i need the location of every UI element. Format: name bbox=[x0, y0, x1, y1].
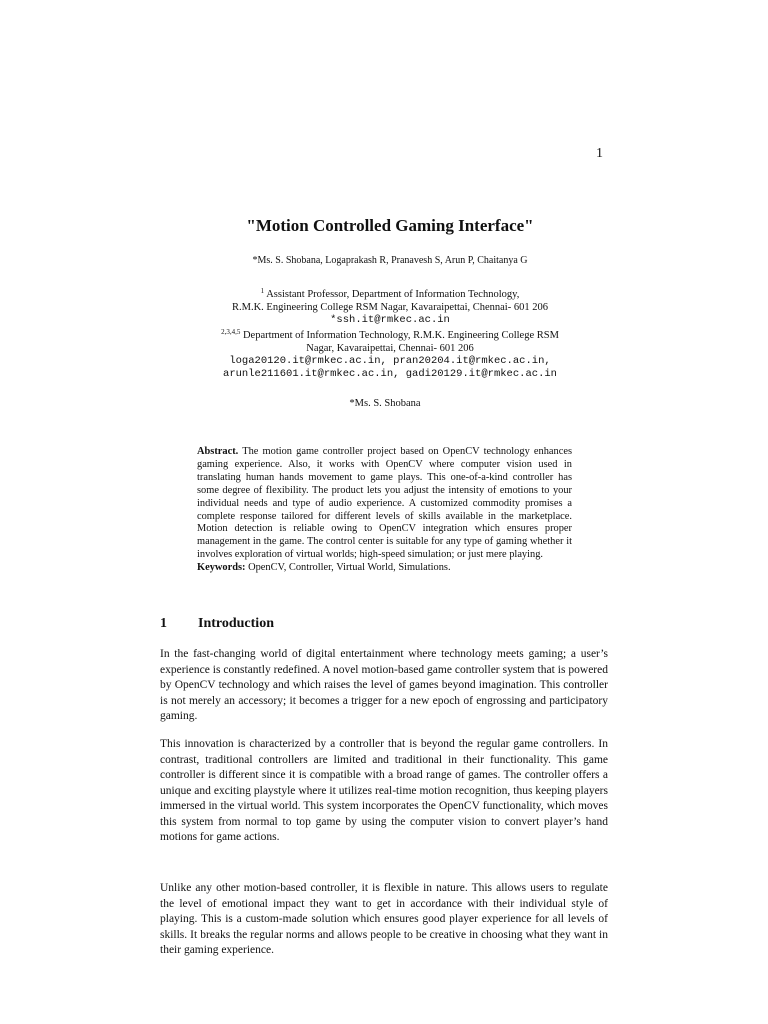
affiliation-2-superscript: 2,3,4,5 bbox=[221, 328, 241, 336]
keywords-text: OpenCV, Controller, Virtual World, Simulations. bbox=[248, 562, 451, 574]
affiliation-1-email: *ssh.it@rmkec.ac.in bbox=[330, 314, 450, 326]
affiliation-2-line1: $^{2,3,4,5}$ Department of Information Technology, R.M.K. Engineering College RSM bbox=[221, 328, 559, 341]
body-paragraph: This innovation is characterized by a controller that is beyond the regular game controllers. In contrast, traditional controllers are limited and traditional in their functionality. This game controller is different since it is compatible with a broad range of games. The controller offers a unique and exciting playstyle where it utilizes real-time motion recognition, thus keeping players immersed in the virtual world. This system incorporates the OpenCV functionality, which moves this system from normal to top game by using the computer vision to convert player’s hand motions for game actions. bbox=[160, 738, 608, 843]
abstract-block bbox=[197, 446, 572, 575]
paper-title: "Motion Controlled Gaming Interface" bbox=[246, 216, 534, 235]
page-number: 1 bbox=[596, 146, 603, 161]
affiliation-2-emails-cont: arunle211601.it@rmkec.ac.in, gadi20129.it@rmkec.ac.in bbox=[223, 367, 557, 380]
section-heading bbox=[160, 616, 274, 632]
affiliation-2-line2: Nagar, Kavaraipettai, Chennai- 601 206 bbox=[306, 342, 474, 354]
affiliation-1-line2: R.M.K. Engineering College RSM Nagar, Kavaraipettai, Chennai- 601 206 bbox=[232, 301, 548, 313]
body-paragraph: In the fast-changing world of digital entertainment where technology meets gaming; a user’s experience is constantly redefined. A novel motion-based game controller system that is powered by OpenCV technology and which raises the level of games beyond imagination. This controller is not merely an accessory; it becomes a trigger for a new epoch of engrossing and participatory gaming. bbox=[160, 648, 608, 722]
body-paragraph: Unlike any other motion-based controller, it is flexible in nature. This allows users to regulate the level of emotional impact they want to get in accordance with their individual style of playing. This is a custom-made solution which ensures good player experience for all levels of skills. It breaks the regular norms and allows people to be creative in choosing what they want in their gaming experience. bbox=[160, 882, 608, 956]
author-list: *Ms. S. Shobana, Logaprakash R, Pranavesh S, Arun P, Chaitanya G bbox=[252, 255, 528, 266]
affiliation-1-superscript: 1 bbox=[260, 287, 265, 295]
affiliation-2 bbox=[160, 330, 620, 380]
affiliation-1-line1: $^1$ Assistant Professor, Department of Information Technology, bbox=[260, 287, 520, 300]
affiliation-2-emails: loga20120.it@rmkec.ac.in, pran20204.it@rmkec.ac.in, bbox=[229, 355, 551, 367]
section-number: 1 bbox=[160, 616, 167, 631]
abstract-text: The motion game controller project based on OpenCV technology enhances gaming experience. Also, it works with OpenCV where computer vision used in translating human hands movement to game plays. This one-of-a-kind controller has some degree of flexibility. The product lets you adjust the intensity of emotions to your individual needs and type of audio experience. A customized commodity promises a complete response tailored for different levels of skills available in the marketplace. Motion detection is reliable owing to OpenCV integration which ensures proper management in the game. The control center is suitable for any type of gaming whether it involves exploration of virtual worlds; high-speed simulation; or just mere playing. bbox=[197, 446, 572, 561]
section-title: Introduction bbox=[198, 616, 274, 631]
corresponding-author: *Ms. S. Shobana bbox=[349, 398, 421, 409]
keywords-label: Keywords: bbox=[197, 562, 246, 574]
affiliation-1 bbox=[160, 289, 620, 327]
abstract-label: Abstract. bbox=[197, 446, 239, 457]
